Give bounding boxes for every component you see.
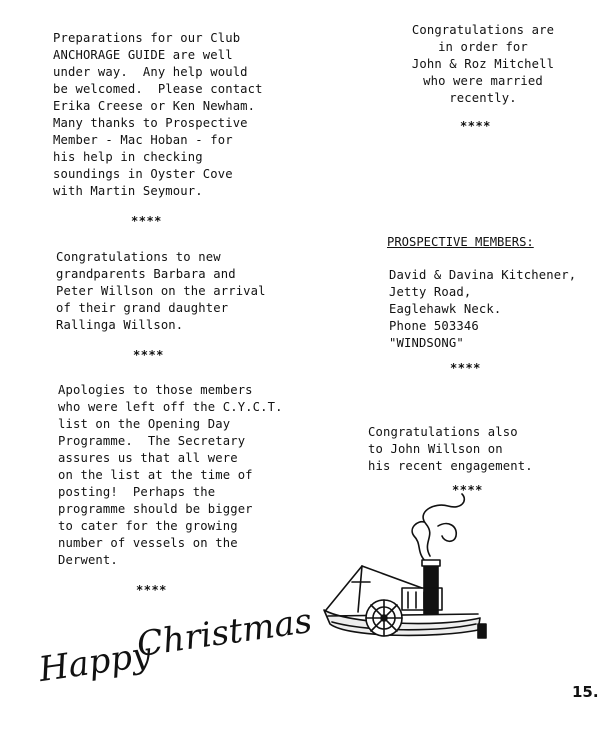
anchorage-guide-notice: Preparations for our Club ANCHORAGE GUIDE are well under way. Any help would be welcomed. Please contact Erika Creese or Ken Newham. Many thanks to Prospective Member - Mac Hoban - for his help in checking soundings in Oyster Cove with Martin Seymour. <box>53 31 263 198</box>
separator-stars: **** <box>133 348 164 362</box>
grandparents-notice: Congratulations to new grandparents Barbara and Peter Willson on the arrival of their grand daughter Rallinga Willson. <box>56 250 266 332</box>
separator-stars: **** <box>136 583 167 597</box>
paddle-steamer-illustration <box>318 492 498 662</box>
prospective-members-heading: PROSPECTIVE MEMBERS: <box>387 235 534 249</box>
wedding-congratulations: Congratulations are in order for John & Roz Mitchell who were married recently. <box>411 23 555 105</box>
happy-handwriting: Happy <box>36 634 154 690</box>
christmas-handwriting: Christmas <box>134 600 315 665</box>
engagement-congratulations: Congratulations also to John Willson on his recent engagement. <box>368 425 533 473</box>
separator-stars: **** <box>452 483 483 497</box>
separator-stars: **** <box>131 214 162 228</box>
apologies-notice: Apologies to those members who were left off the C.Y.C.T. list on the Opening Day Programme. The Secretary assures us that all were on the list at the time of posting! Perhaps the programme should be bigger to cater for the growing number of vessels on the Derwent. <box>58 383 283 567</box>
prospective-member-details: David & Davina Kitchener, Jetty Road, Eaglehawk Neck. Phone 503346 "WINDSONG" <box>389 268 577 350</box>
separator-stars: **** <box>450 361 481 375</box>
page-number: 15. <box>572 683 599 701</box>
separator-stars: **** <box>460 119 491 133</box>
